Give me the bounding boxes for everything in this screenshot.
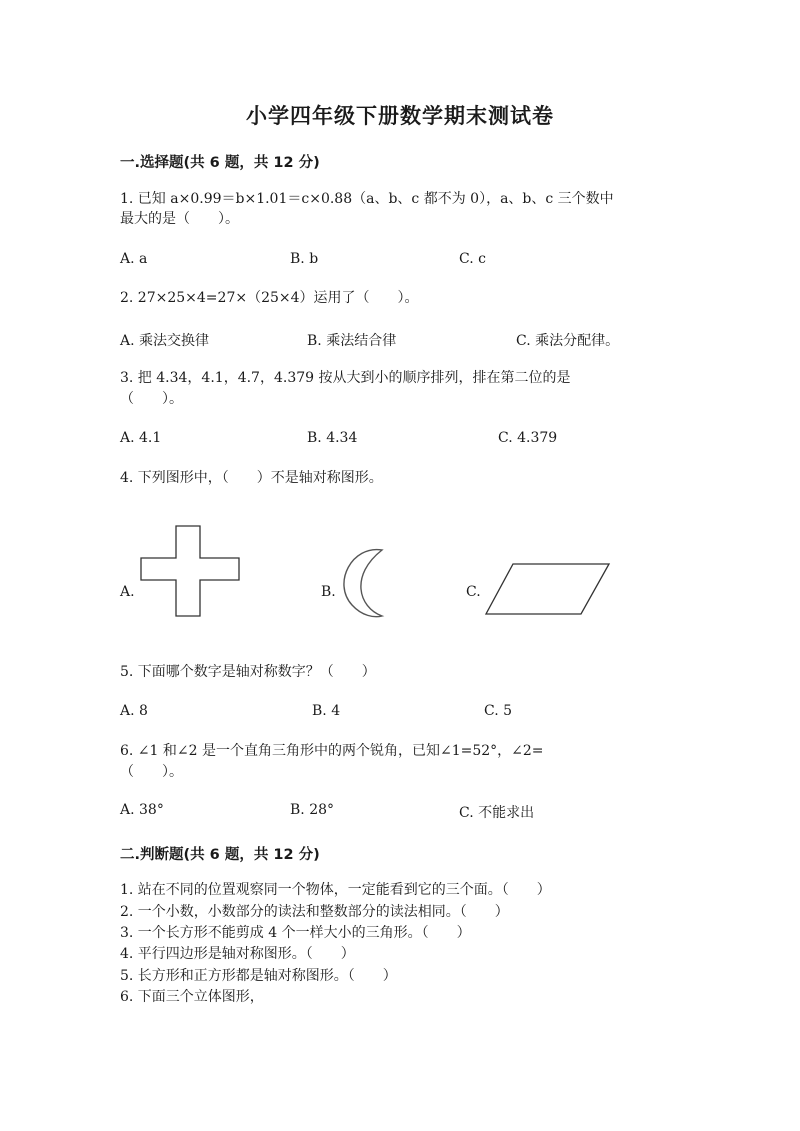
cross-shape-figure	[140, 525, 240, 617]
question-2-option-c: C. 乘法分配律。	[516, 333, 620, 349]
judgement-item-3: 3. 一个长方形不能剪成 4 个一样大小的三角形。（ ）	[120, 925, 471, 941]
question-5-line-1: 5. 下面哪个数字是轴对称数字？（ ）	[120, 664, 376, 680]
question-4-option-c: C.	[466, 584, 481, 600]
question-1-option-a: A. a	[120, 251, 148, 267]
question-3-line-1: 3. 把 4.34，4.1，4.7，4.379 按从大到小的顺序排列，排在第二位的是	[120, 370, 571, 386]
question-1-line-2: 最大的是（ ）。	[120, 211, 239, 227]
judgement-item-6: 6. 下面三个立体图形，	[120, 989, 264, 1005]
question-5-option-c: C. 5	[484, 703, 513, 719]
question-3-line-2: （ ）。	[120, 391, 183, 407]
page-title: 小学四年级下册数学期末测试卷	[246, 103, 554, 128]
question-2-option-b: B. 乘法结合律	[307, 333, 397, 349]
question-1-line-1: 1. 已知 a×0.99＝b×1.01＝c×0.88（a、b、c 都不为 0），a、b、c 三个数中	[120, 191, 614, 207]
question-2-option-a: A. 乘法交换律	[120, 333, 210, 349]
question-2-line-1: 2. 27×25×4=27×（25×4）运用了（ ）。	[120, 290, 419, 306]
question-5-option-b: B. 4	[312, 703, 341, 719]
question-3-option-c: C. 4.379	[498, 430, 558, 446]
judgement-item-2: 2. 一个小数，小数部分的读法和整数部分的读法相同。（ ）	[120, 904, 509, 920]
question-4-option-b: B.	[321, 584, 336, 600]
question-4-option-a: A.	[120, 584, 135, 600]
judgement-item-1: 1. 站在不同的位置观察同一个物体，一定能看到它的三个面。（ ）	[120, 882, 551, 898]
section-heading-judgement: 二.判断题(共 6 题，共 12 分)	[120, 847, 320, 863]
question-6-option-a: A. 38°	[120, 802, 164, 818]
section-heading-choice: 一.选择题(共 6 题，共 12 分)	[120, 155, 320, 171]
crescent-shape-figure	[338, 547, 388, 619]
question-5-option-a: A. 8	[120, 703, 148, 719]
judgement-item-4: 4. 平行四边形是轴对称图形。（ ）	[120, 946, 355, 962]
question-6-line-1: 6. ∠1 和∠2 是一个直角三角形中的两个锐角，已知∠1=52°，∠2=	[120, 743, 544, 759]
judgement-item-5: 5. 长方形和正方形都是轴对称图形。（ ）	[120, 968, 397, 984]
question-6-line-2: （ ）。	[120, 764, 183, 780]
question-3-option-b: B. 4.34	[307, 430, 358, 446]
question-1-option-b: B. b	[290, 251, 319, 267]
question-6-option-c: C. 不能求出	[459, 805, 535, 821]
question-1-option-c: C. c	[459, 251, 486, 267]
question-4-line-1: 4. 下列图形中，（ ）不是轴对称图形。	[120, 470, 383, 486]
question-3-option-a: A. 4.1	[120, 430, 162, 446]
parallelogram-shape-figure	[485, 563, 611, 615]
question-6-option-b: B. 28°	[290, 802, 335, 818]
